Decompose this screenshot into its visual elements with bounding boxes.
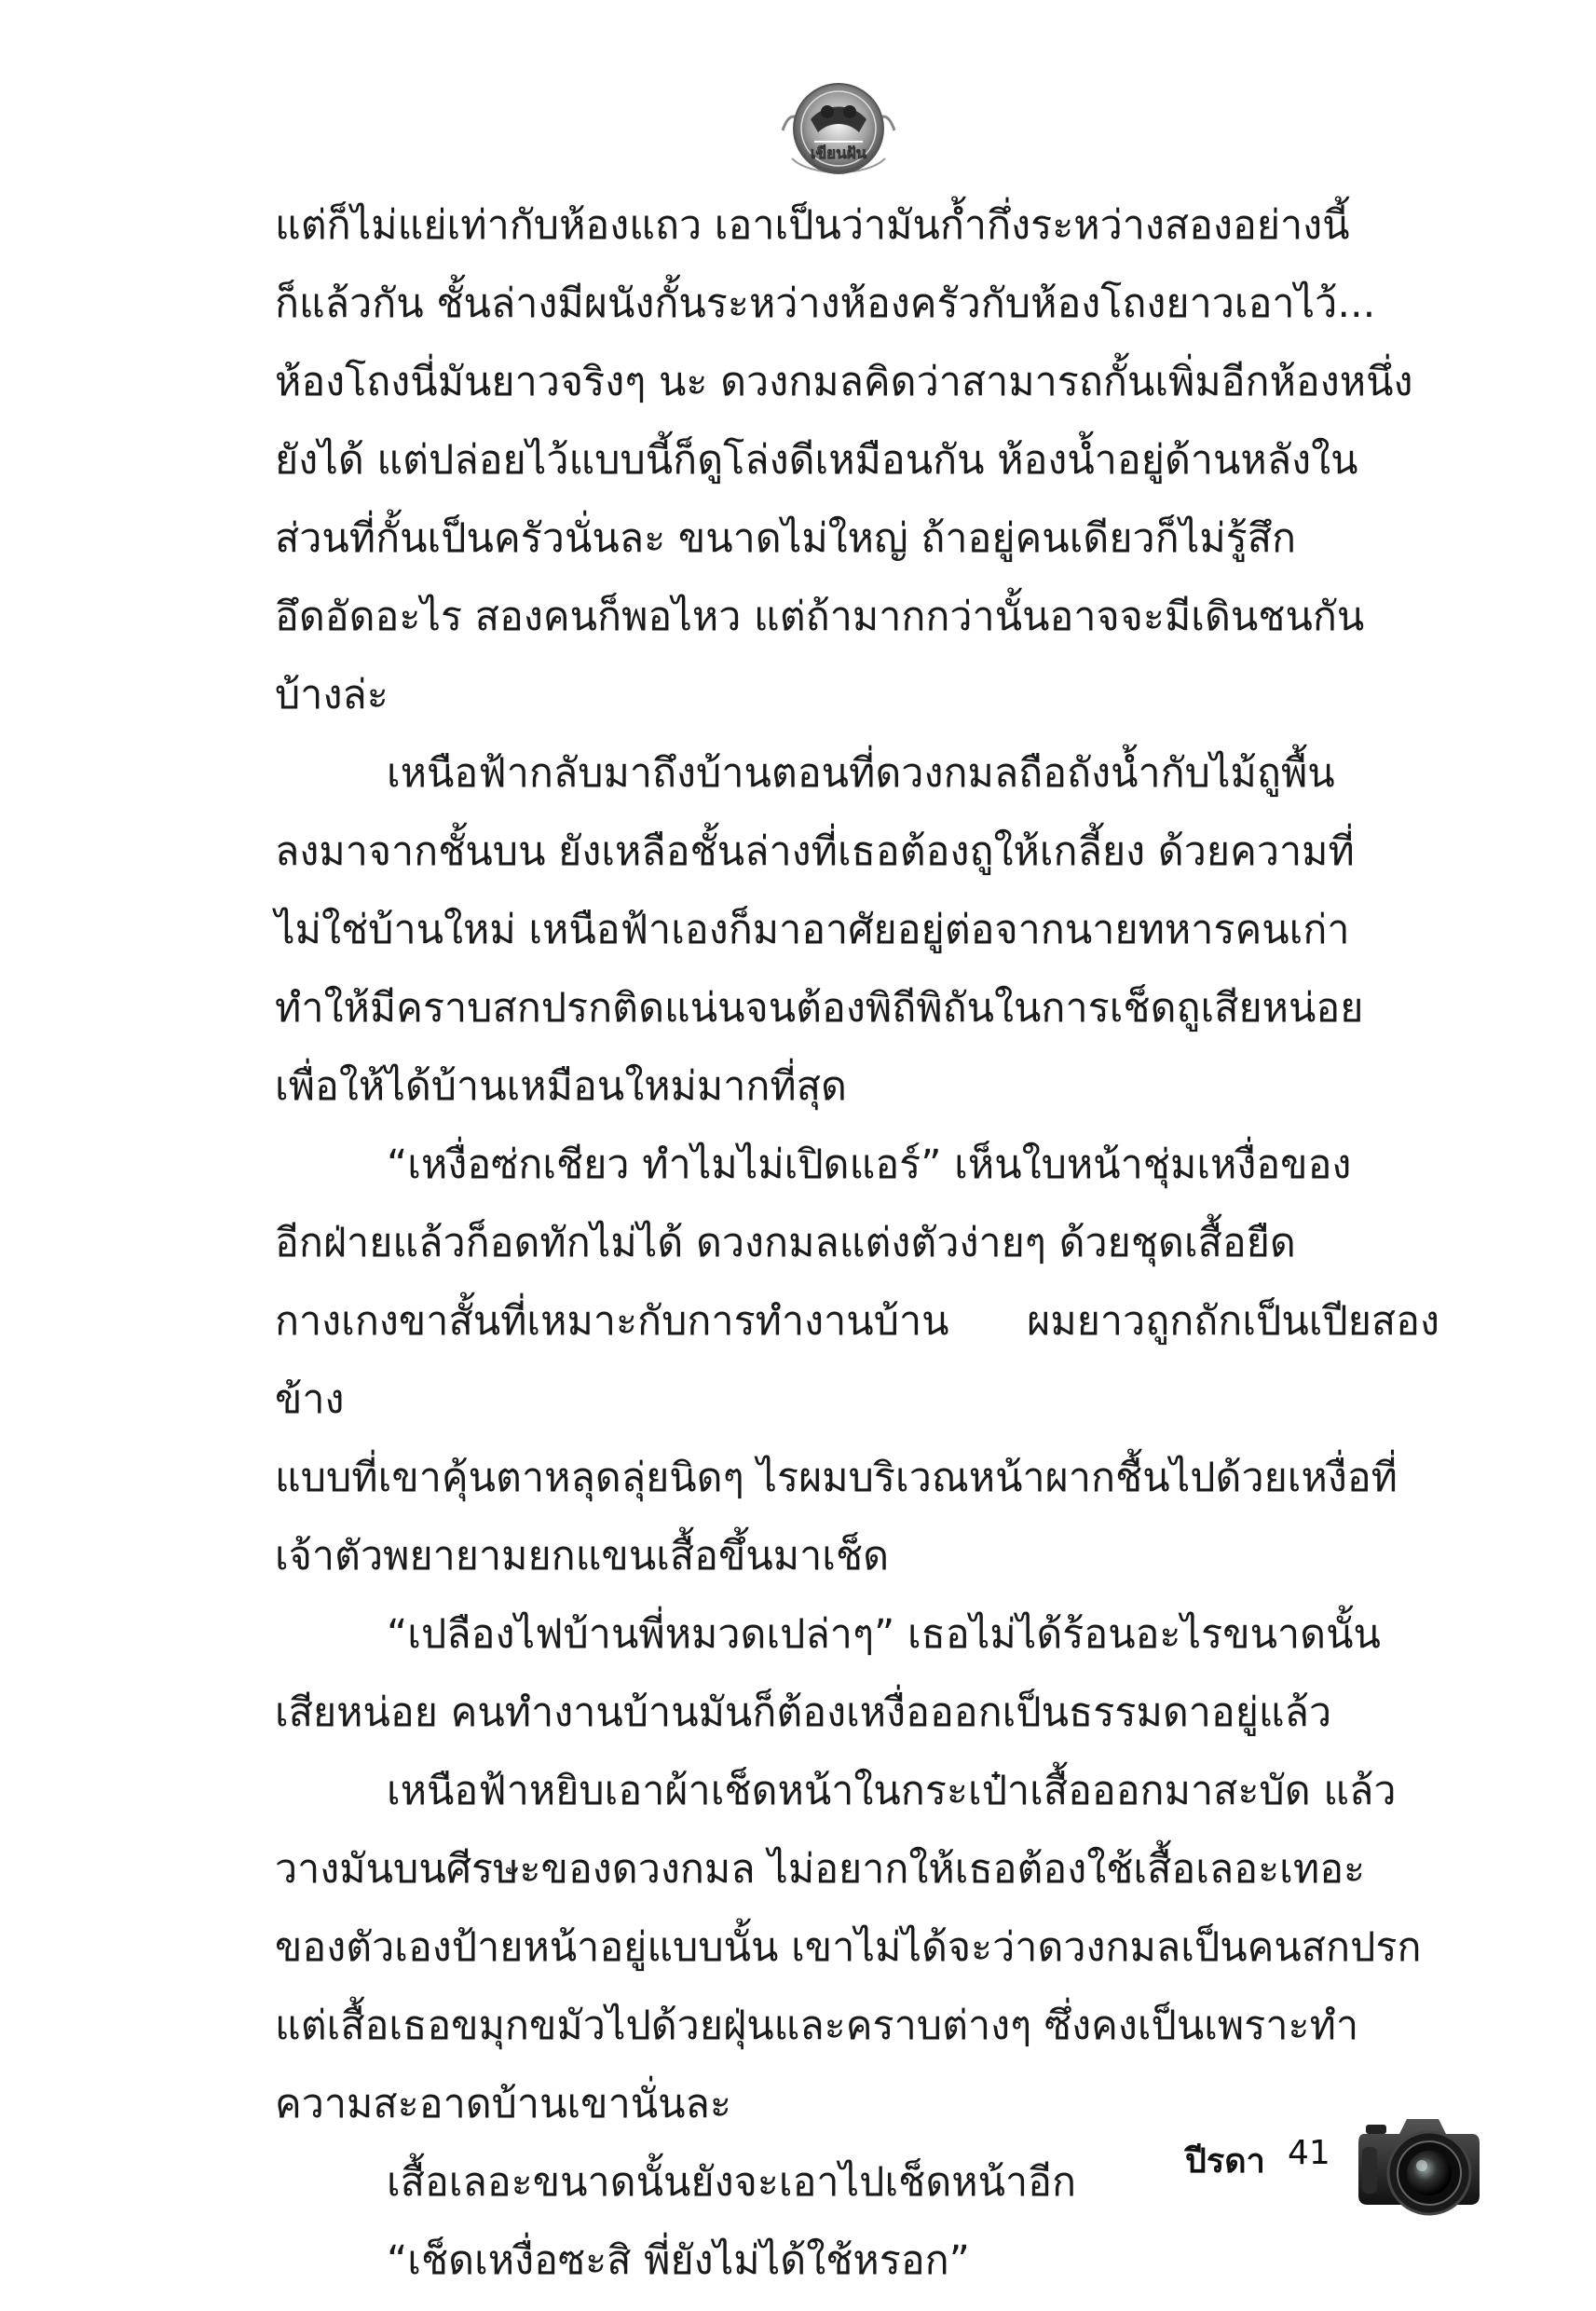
paragraph-2: เหนือฟ้ากลับมาถึงบ้านตอนที่ดวงกมลถือถังน้ำกับไม้ถูพื้น ลงมาจากชั้นบน ยังเหลือชั้นล่างที่เธอต้องถูให้เกลี้ยง ด้วยความที่ ไม่ใช่บ้านใหม่ เหนือฟ้าเองก็มาอาศัยอยู่ต่อจากนายทหารคนเก่า ทำให้มีคราบสกปรกติดแน่นจนต้องพิถีพิถันในการเช็ดถูเสียหน่อย เพื่อให้ได้บ้านเหมือนใหม่มากที่สุด: [275, 750, 1364, 1110]
paragraph-6: เสื้อเลอะขนาดนั้นยังจะเอาไปเช็ดหน้าอีก: [387, 2159, 1077, 2206]
body-text: [275, 186, 1439, 2300]
page-number: 41: [1288, 2134, 1330, 2172]
book-emblem-icon: [773, 65, 904, 196]
paragraph-3: “เหงื่อซ่กเชียว ทำไมไม่เปิดแอร์” เห็นใบหน้าชุ่มเหงื่อของ อีกฝ่ายแล้วก็อดทักไม่ได้ ดวงกมลแต่งตัวง่ายๆ ด้วยชุดเสื้อยืด กางเกงขาสั้นที่เหมาะกับการทำงานบ้าน ผมยาวถูกถักเป็นเปียสองข้าง แบบที่เขาคุ้นตาหลุดลุ่ยนิดๆ ไรผมบริเวณหน้าผากชื้นไปด้วยเหงื่อที่ เจ้าตัวพยายามยกแขนเสื้อขึ้นมาเช็ด: [275, 1142, 1439, 1579]
paragraph-7: “เช็ดเหงื่อซะสิ พี่ยังไม่ได้ใช้หรอก”: [387, 2237, 970, 2284]
paragraph-1: แต่ก็ไม่แย่เท่ากับห้องแถว เอาเป็นว่ามันก้ำกึ่งระหว่างสองอย่างนี้ ก็แล้วกัน ชั้นล่างมีผนังกั้นระหว่างห้องครัวกับห้องโถงยาวเอาไว้... ห้องโถงนี่มันยาวจริงๆ นะ ดวงกมลคิดว่าสามารถกั้นเพิ่มอีกห้องหนึ่ง ยังได้ แต่ปล่อยไว้แบบนี้ก็ดูโล่งดีเหมือนกัน ห้องน้ำอยู่ด้านหลังใน ส่วนที่กั้นเป็นครัวนั่นละ ขนาดไม่ใหญ่ ถ้าอยู่คนเดียวก็ไม่รู้สึก อึดอัดอะไร สองคนก็พอไหว แต่ถ้ามากกว่านั้นอาจจะมีเดินชนกัน บ้างล่ะ: [275, 202, 1413, 718]
logo-text: เขียนฝัน: [810, 144, 867, 163]
paragraph-5: เหนือฟ้าหยิบเอาผ้าเช็ดหน้าในกระเป๋าเสื้อออกมาสะบัด แล้ว วางมันบนศีรษะของดวงกมล ไม่อยากให้เธอต้องใช้เสื้อเลอะเทอะ ของตัวเองป้ายหน้าอยู่แบบนั้น เขาไม่ได้จะว่าดวงกมลเป็นคนสกปรก แต่เสื้อเธอขมุกขมัวไปด้วยฝุ่นและคราบต่างๆ ซึ่งคงเป็นเพราะทำ ความสะอาดบ้านเขานั่นละ: [275, 1768, 1422, 2127]
paragraph-4: “เปลืองไฟบ้านพี่หมวดเปล่าๆ” เธอไม่ได้ร้อนอะไรขนาดนั้น เสียหน่อย คนทำงานบ้านมันก็ต้องเหงื่อออกเป็นธรรมดาอยู่แล้ว: [275, 1611, 1381, 1736]
camera-icon: [1353, 2106, 1485, 2227]
footer-author: ปีรดา: [1185, 2142, 1265, 2181]
